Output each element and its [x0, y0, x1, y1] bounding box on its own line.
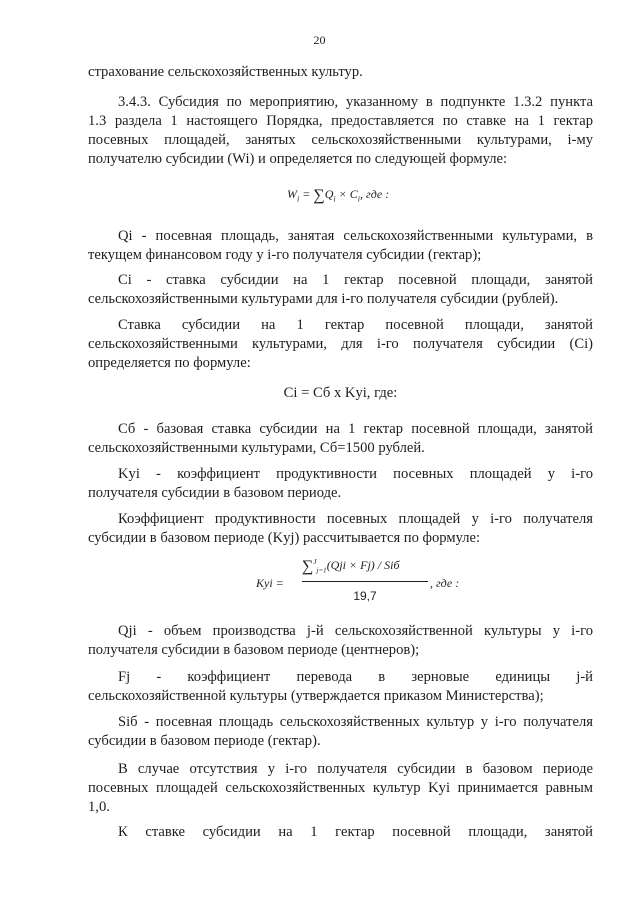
formula-symbol: W	[287, 187, 297, 201]
text-line: Qi - посевная площадь, занятая сельскохозяйственными культурами, в	[118, 228, 593, 244]
page-number: 20	[313, 33, 326, 47]
text-line: текущем финансовом году у i-го получателя субсидии (гектар);	[88, 247, 482, 263]
text-line: Сб - базовая ставка субсидии на 1 гектар посевной площади, занятой	[118, 421, 593, 437]
sum-symbol: ∑	[302, 558, 314, 575]
paragraph-rate	[88, 316, 593, 373]
sum-symbol: ∑	[313, 187, 325, 204]
text-line: Ci - ставка субсидии на 1 гектар посевной площади, занятой	[118, 272, 593, 288]
text-line: сельскохозяйственной культуры (утверждается приказом Министерства);	[88, 688, 544, 704]
text-line: 1,0.	[88, 799, 110, 815]
formula-numerator	[302, 558, 399, 576]
paragraph-absence	[88, 760, 593, 817]
text-line: Ставка субсидии на 1 гектар посевной площади, занятой	[118, 317, 593, 333]
fraction-bar	[302, 581, 428, 582]
text-line: получателю субсидии (Wi) и определяется по следующей формуле:	[88, 151, 508, 167]
sum-upper-limit: J	[313, 558, 317, 566]
text-line: получателя субсидии в базовом периоде.	[88, 485, 342, 501]
formula-tail: , где :	[430, 576, 460, 590]
formula-subscript: i	[357, 194, 361, 204]
formula-operator: =	[299, 187, 314, 201]
paragraph-sb	[88, 420, 593, 458]
paragraph-last	[88, 823, 593, 842]
text-line: Qji - объем производства j-й сельскохозяйственной культуры у i-го	[118, 623, 593, 639]
formula-operator: ×	[335, 187, 350, 201]
formula-body: (Qji × Fj) / Siб	[326, 558, 400, 572]
paragraph-fj	[88, 668, 593, 706]
text-line: сельскохозяйственными культурами для i-го получателя субсидии (рублей).	[88, 291, 559, 307]
paragraph-sib	[88, 713, 593, 751]
paragraph-qi	[88, 227, 593, 265]
formula-denominator: 19,7	[353, 589, 377, 603]
text-line: получателя субсидии в базовом периоде (центнеров);	[88, 642, 420, 658]
formula-tail: , где :	[360, 187, 390, 201]
paragraph-kyi	[88, 465, 593, 503]
text-line: Siб - посевная площадь сельскохозяйственных культур у i-го получателя	[118, 714, 593, 730]
text-line: субсидии в базовом периоде (гектар).	[88, 733, 321, 749]
paragraph-kyj	[88, 510, 593, 548]
paragraph-continuation	[88, 63, 593, 82]
formula-subscript: i	[333, 194, 336, 204]
text-line: сельскохозяйственными культурами, для i-го получателя субсидии (Ci)	[88, 336, 593, 352]
text-line: Fj - коэффициент перевода в зерновые единицы j-й	[118, 669, 593, 685]
text-line: Kyi - коэффициент продуктивности посевных площадей у i-го	[118, 466, 593, 482]
paragraph-3-4-3	[88, 93, 593, 169]
text-line: страхование сельскохозяйственных культур.	[88, 64, 363, 80]
formula-symbol: C	[349, 187, 358, 201]
text-line: Коэффициент продуктивности посевных площадей у i-го получателя	[118, 511, 593, 527]
text-line: посевных площадей сельскохозяйственных культур Kyi принимается равным	[88, 780, 593, 796]
paragraph-qji	[88, 622, 593, 660]
text-line: В случае отсутствия у i-го получателя субсидии в базовом периоде	[118, 761, 593, 777]
sum-lower-limit: j=1	[316, 566, 327, 575]
text-line: 1.3 раздела 1 настоящего Порядка, предоставляется по ставке на 1 гектар	[88, 113, 593, 129]
text-line: субсидии в базовом периоде (Kyj) рассчитывается по формуле:	[88, 530, 481, 546]
formula-subscript: i	[297, 194, 300, 204]
formula-ci: Ci = Сб x Kyi, где:	[283, 385, 398, 401]
text-line: сельскохозяйственными культурами, Сб=1500 рублей.	[88, 440, 425, 456]
text-line: определяется по формуле:	[88, 355, 251, 371]
text-line: посевных площадей, занятых сельскохозяйственными культурами, i-му	[88, 132, 593, 148]
text-line: К ставке субсидии на 1 гектар посевной площади, занятой	[118, 824, 593, 840]
formula-lhs: Kyi =	[256, 576, 284, 590]
formula-kyi	[256, 556, 516, 608]
paragraph-ci	[88, 271, 593, 309]
text-line: 3.4.3. Субсидия по мероприятию, указанному в подпункте 1.3.2 пункта	[118, 94, 593, 110]
formula-wi	[287, 187, 389, 205]
formula-symbol: Q	[324, 187, 334, 201]
